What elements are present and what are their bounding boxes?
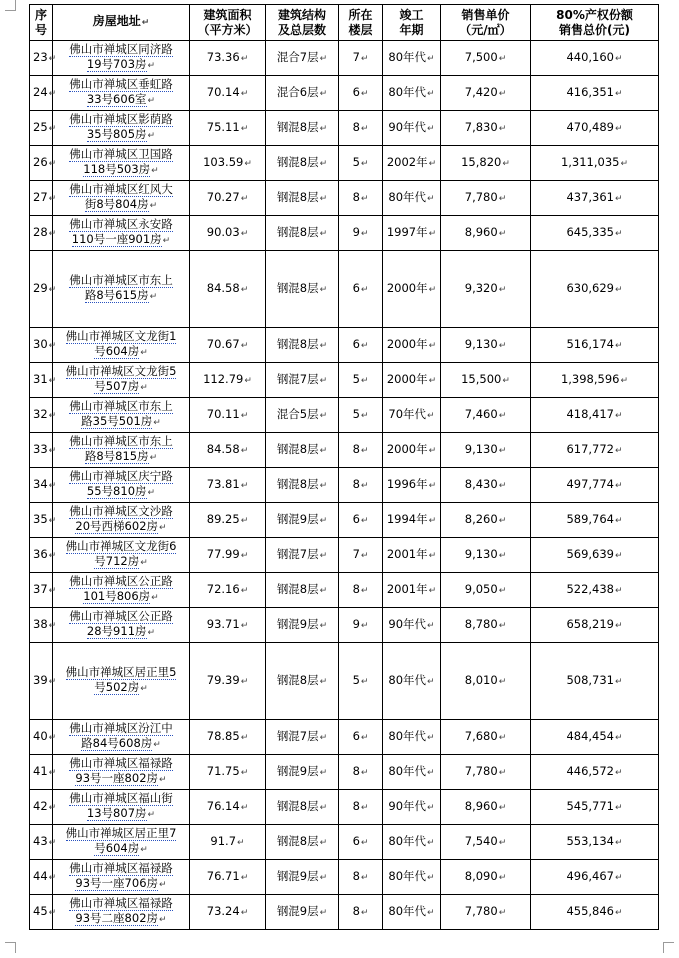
table-row — [30, 643, 659, 720]
cell-address: 佛山市禅城区市东上 路8号815房↵ — [53, 433, 190, 468]
cell-structure: 钢混9层↵ — [266, 860, 339, 895]
cell-serial: 30↵ — [30, 328, 53, 363]
cell-structure: 钢混9层↵ — [266, 608, 339, 643]
cell-unit-price: 9,130↵ — [441, 538, 531, 573]
cell-serial: 27↵ — [30, 181, 53, 216]
table-row — [30, 860, 659, 895]
cell-completion-year: 2001年↵ — [383, 573, 441, 608]
cell-unit-price: 8,090↵ — [441, 860, 531, 895]
header-area: 建筑面积 （平方米） — [190, 5, 266, 41]
cell-address: 佛山市禅城区垂虹路 33号606室↵ — [53, 76, 190, 111]
cell-area: 78.85↵ — [190, 720, 266, 755]
cell-address: 佛山市禅城区庆宁路 55号810房↵ — [53, 468, 190, 503]
table-row — [30, 181, 659, 216]
cell-area: 84.58↵ — [190, 251, 266, 328]
cell-completion-year: 2000年↵ — [383, 251, 441, 328]
cell-serial: 45↵ — [30, 895, 53, 930]
table-row — [30, 720, 659, 755]
cell-structure: 钢混8层↵ — [266, 146, 339, 181]
cell-serial: 35↵ — [30, 503, 53, 538]
cell-floor: 8↵ — [339, 573, 383, 608]
cell-total-price: 545,771↵ — [531, 790, 659, 825]
cell-serial: 44↵ — [30, 860, 53, 895]
cell-serial: 23↵ — [30, 41, 53, 76]
cell-total-price: 658,219↵ — [531, 608, 659, 643]
cell-completion-year: 80年代↵ — [383, 76, 441, 111]
cell-total-price: 496,467↵ — [531, 860, 659, 895]
header-serial: 序 号 — [30, 5, 53, 41]
table-row — [30, 328, 659, 363]
cell-area: 76.71↵ — [190, 860, 266, 895]
cell-floor: 6↵ — [339, 328, 383, 363]
table-row — [30, 825, 659, 860]
cell-area: 73.81↵ — [190, 468, 266, 503]
cell-address: 佛山市禅城区永安路 110号一座901房↵ — [53, 216, 190, 251]
cell-floor: 6↵ — [339, 503, 383, 538]
cell-floor: 5↵ — [339, 363, 383, 398]
cell-area: 76.14↵ — [190, 790, 266, 825]
cell-area: 70.27↵ — [190, 181, 266, 216]
cell-structure: 钢混8层↵ — [266, 111, 339, 146]
cell-total-price: 516,174↵ — [531, 328, 659, 363]
cell-completion-year: 80年代↵ — [383, 720, 441, 755]
table-row — [30, 251, 659, 328]
cell-completion-year: 80年代↵ — [383, 895, 441, 930]
cell-completion-year: 80年代↵ — [383, 755, 441, 790]
cell-address: 佛山市禅城区公正路 28号911房↵ — [53, 608, 190, 643]
cell-unit-price: 8,010↵ — [441, 643, 531, 720]
cell-unit-price: 7,680↵ — [441, 720, 531, 755]
cell-total-price: 455,846↵ — [531, 895, 659, 930]
cell-completion-year: 90年代↵ — [383, 111, 441, 146]
cell-total-price: 416,351↵ — [531, 76, 659, 111]
cell-area: 93.71↵ — [190, 608, 266, 643]
table-row — [30, 503, 659, 538]
cell-address: 佛山市禅城区文沙路 20号西梯602房↵ — [53, 503, 190, 538]
cell-structure: 钢混8层↵ — [266, 328, 339, 363]
cell-total-price: 1,398,596↵ — [531, 363, 659, 398]
cell-total-price: 418,417↵ — [531, 398, 659, 433]
cell-structure: 钢混8层↵ — [266, 181, 339, 216]
table-row — [30, 538, 659, 573]
cell-serial: 39↵ — [30, 643, 53, 720]
cell-area: 70.67↵ — [190, 328, 266, 363]
cell-unit-price: 8,780↵ — [441, 608, 531, 643]
cell-floor: 5↵ — [339, 146, 383, 181]
table-row — [30, 468, 659, 503]
cell-floor: 7↵ — [339, 41, 383, 76]
cell-total-price: 617,772↵ — [531, 433, 659, 468]
cell-area: 70.14↵ — [190, 76, 266, 111]
cell-floor: 8↵ — [339, 468, 383, 503]
cell-area: 90.03↵ — [190, 216, 266, 251]
table-row — [30, 398, 659, 433]
cell-address: 佛山市禅城区居正里7 号604房↵ — [53, 825, 190, 860]
cell-structure: 钢混8层↵ — [266, 251, 339, 328]
cell-total-price: 440,160↵ — [531, 41, 659, 76]
cell-floor: 8↵ — [339, 860, 383, 895]
cell-completion-year: 80年代↵ — [383, 643, 441, 720]
cell-completion-year: 90年代↵ — [383, 790, 441, 825]
cell-completion-year: 1996年↵ — [383, 468, 441, 503]
cell-total-price: 437,361↵ — [531, 181, 659, 216]
cell-completion-year: 90年代↵ — [383, 608, 441, 643]
cell-total-price: 470,489↵ — [531, 111, 659, 146]
cell-serial: 37↵ — [30, 573, 53, 608]
table-row — [30, 146, 659, 181]
cell-serial: 33↵ — [30, 433, 53, 468]
cell-address: 佛山市禅城区公正路 101号806房↵ — [53, 573, 190, 608]
cell-serial: 38↵ — [30, 608, 53, 643]
cell-unit-price: 7,780↵ — [441, 181, 531, 216]
table-row — [30, 608, 659, 643]
cell-completion-year: 2000年↵ — [383, 328, 441, 363]
cell-address: 佛山市禅城区汾江中 路84号608房↵ — [53, 720, 190, 755]
cell-structure: 钢混8层↵ — [266, 790, 339, 825]
cell-address: 佛山市禅城区影荫路 35号805房↵ — [53, 111, 190, 146]
cell-total-price: 1,311,035↵ — [531, 146, 659, 181]
housing-sales-table — [29, 4, 659, 930]
cell-floor: 8↵ — [339, 755, 383, 790]
cell-area: 103.59↵ — [190, 146, 266, 181]
cell-total-price: 553,134↵ — [531, 825, 659, 860]
cell-floor: 5↵ — [339, 398, 383, 433]
cell-unit-price: 15,500↵ — [441, 363, 531, 398]
cell-structure: 混合7层↵ — [266, 41, 339, 76]
cell-unit-price: 9,320↵ — [441, 251, 531, 328]
cell-serial: 42↵ — [30, 790, 53, 825]
cell-unit-price: 9,130↵ — [441, 433, 531, 468]
cell-address: 佛山市禅城区文龙街1 号604房↵ — [53, 328, 190, 363]
cell-address: 佛山市禅城区红风大 街8号804房↵ — [53, 181, 190, 216]
cell-total-price: 484,454↵ — [531, 720, 659, 755]
cell-structure: 钢混8层↵ — [266, 573, 339, 608]
table-row — [30, 216, 659, 251]
cell-serial: 26↵ — [30, 146, 53, 181]
cell-address: 佛山市禅城区文龙街5 号507房↵ — [53, 363, 190, 398]
cell-total-price: 497,774↵ — [531, 468, 659, 503]
cell-serial: 31↵ — [30, 363, 53, 398]
cell-serial: 25↵ — [30, 111, 53, 146]
cell-completion-year: 80年代↵ — [383, 181, 441, 216]
header-address: 房屋地址↵ — [53, 5, 190, 41]
cell-unit-price: 7,460↵ — [441, 398, 531, 433]
cell-unit-price: 8,960↵ — [441, 790, 531, 825]
cell-area: 73.24↵ — [190, 895, 266, 930]
cell-total-price: 645,335↵ — [531, 216, 659, 251]
cell-total-price: 446,572↵ — [531, 755, 659, 790]
cell-area: 70.11↵ — [190, 398, 266, 433]
cell-floor: 6↵ — [339, 76, 383, 111]
cell-address: 佛山市禅城区市东上 路8号615房↵ — [53, 251, 190, 328]
cell-area: 112.79↵ — [190, 363, 266, 398]
cell-area: 75.11↵ — [190, 111, 266, 146]
cell-floor: 8↵ — [339, 433, 383, 468]
cell-completion-year: 80年代↵ — [383, 41, 441, 76]
cell-structure: 钢混8层↵ — [266, 643, 339, 720]
cell-area: 73.36↵ — [190, 41, 266, 76]
cell-unit-price: 8,960↵ — [441, 216, 531, 251]
cell-total-price: 589,764↵ — [531, 503, 659, 538]
cell-completion-year: 80年代↵ — [383, 860, 441, 895]
cell-address: 佛山市禅城区文龙街6 号712房↵ — [53, 538, 190, 573]
page-corner-mark — [663, 942, 674, 953]
cell-unit-price: 7,420↵ — [441, 76, 531, 111]
page-corner-mark — [5, 942, 16, 953]
cell-total-price: 569,639↵ — [531, 538, 659, 573]
header-completion-year: 竣工 年期 — [383, 5, 441, 41]
cell-unit-price: 15,820↵ — [441, 146, 531, 181]
cell-serial: 40↵ — [30, 720, 53, 755]
cell-structure: 混合5层↵ — [266, 398, 339, 433]
header-unit-price: 销售单价 （元/㎡） — [441, 5, 531, 41]
cell-floor: 7↵ — [339, 538, 383, 573]
table-row — [30, 41, 659, 76]
cell-completion-year: 2001年↵ — [383, 538, 441, 573]
cell-total-price: 522,438↵ — [531, 573, 659, 608]
cell-address: 佛山市禅城区福禄路 93号一座706房↵ — [53, 860, 190, 895]
cell-address: 佛山市禅城区卫国路 118号503房↵ — [53, 146, 190, 181]
cell-serial: 36↵ — [30, 538, 53, 573]
cell-completion-year: 70年代↵ — [383, 398, 441, 433]
cell-area: 91.7↵ — [190, 825, 266, 860]
cell-completion-year: 2000年↵ — [383, 433, 441, 468]
cell-area: 71.75↵ — [190, 755, 266, 790]
cell-completion-year: 1997年↵ — [383, 216, 441, 251]
cell-floor: 9↵ — [339, 216, 383, 251]
cell-structure: 钢混8层↵ — [266, 468, 339, 503]
cell-serial: 29↵ — [30, 251, 53, 328]
cell-completion-year: 80年代↵ — [383, 825, 441, 860]
table-row — [30, 363, 659, 398]
header-total-price: 80%产权份额 销售总价(元) — [531, 5, 659, 41]
cell-floor: 6↵ — [339, 825, 383, 860]
header-floor: 所在 楼层 — [339, 5, 383, 41]
cell-serial: 24↵ — [30, 76, 53, 111]
cell-structure: 钢混7层↵ — [266, 720, 339, 755]
table-row — [30, 433, 659, 468]
cell-unit-price: 7,540↵ — [441, 825, 531, 860]
cell-area: 84.58↵ — [190, 433, 266, 468]
cell-structure: 钢混7层↵ — [266, 363, 339, 398]
table-row — [30, 790, 659, 825]
cell-structure: 钢混7层↵ — [266, 538, 339, 573]
cell-address: 佛山市禅城区市东上 路35号501房↵ — [53, 398, 190, 433]
table-row — [30, 755, 659, 790]
table-row — [30, 573, 659, 608]
cell-structure: 钢混8层↵ — [266, 825, 339, 860]
cell-address: 佛山市禅城区福山街 13号807房↵ — [53, 790, 190, 825]
cell-floor: 8↵ — [339, 111, 383, 146]
table-header-row — [30, 5, 659, 41]
cell-serial: 41↵ — [30, 755, 53, 790]
table-row — [30, 111, 659, 146]
cell-structure: 钢混8层↵ — [266, 216, 339, 251]
cell-area: 79.39↵ — [190, 643, 266, 720]
cell-floor: 8↵ — [339, 895, 383, 930]
cell-completion-year: 2000年↵ — [383, 363, 441, 398]
cell-serial: 34↵ — [30, 468, 53, 503]
cell-area: 77.99↵ — [190, 538, 266, 573]
cell-completion-year: 1994年↵ — [383, 503, 441, 538]
cell-total-price: 630,629↵ — [531, 251, 659, 328]
cell-structure: 钢混8层↵ — [266, 433, 339, 468]
cell-completion-year: 2002年↵ — [383, 146, 441, 181]
cell-structure: 钢混9层↵ — [266, 895, 339, 930]
cell-unit-price: 8,430↵ — [441, 468, 531, 503]
cell-area: 89.25↵ — [190, 503, 266, 538]
cell-unit-price: 7,500↵ — [441, 41, 531, 76]
cell-unit-price: 9,050↵ — [441, 573, 531, 608]
cell-address: 佛山市禅城区福禄路 93号一座802房↵ — [53, 755, 190, 790]
cell-serial: 32↵ — [30, 398, 53, 433]
cell-floor: 8↵ — [339, 790, 383, 825]
cell-structure: 钢混9层↵ — [266, 755, 339, 790]
cell-structure: 混合6层↵ — [266, 76, 339, 111]
cell-floor: 6↵ — [339, 251, 383, 328]
cell-address: 佛山市禅城区福禄路 93号二座802房↵ — [53, 895, 190, 930]
table-row — [30, 895, 659, 930]
cell-serial: 28↵ — [30, 216, 53, 251]
cell-unit-price: 9,130↵ — [441, 328, 531, 363]
cell-total-price: 508,731↵ — [531, 643, 659, 720]
table-row — [30, 76, 659, 111]
cell-unit-price: 7,830↵ — [441, 111, 531, 146]
header-structure: 建筑结构 及总层数 — [266, 5, 339, 41]
cell-floor: 5↵ — [339, 643, 383, 720]
cell-unit-price: 7,780↵ — [441, 895, 531, 930]
page-corner-mark — [5, 0, 16, 11]
cell-floor: 9↵ — [339, 608, 383, 643]
cell-address: 佛山市禅城区同济路 19号703房↵ — [53, 41, 190, 76]
cell-area: 72.16↵ — [190, 573, 266, 608]
cell-structure: 钢混9层↵ — [266, 503, 339, 538]
cell-unit-price: 7,780↵ — [441, 755, 531, 790]
cell-address: 佛山市禅城区居正里5 号502房↵ — [53, 643, 190, 720]
cell-floor: 6↵ — [339, 720, 383, 755]
cell-serial: 43↵ — [30, 825, 53, 860]
cell-unit-price: 8,260↵ — [441, 503, 531, 538]
cell-floor: 8↵ — [339, 181, 383, 216]
